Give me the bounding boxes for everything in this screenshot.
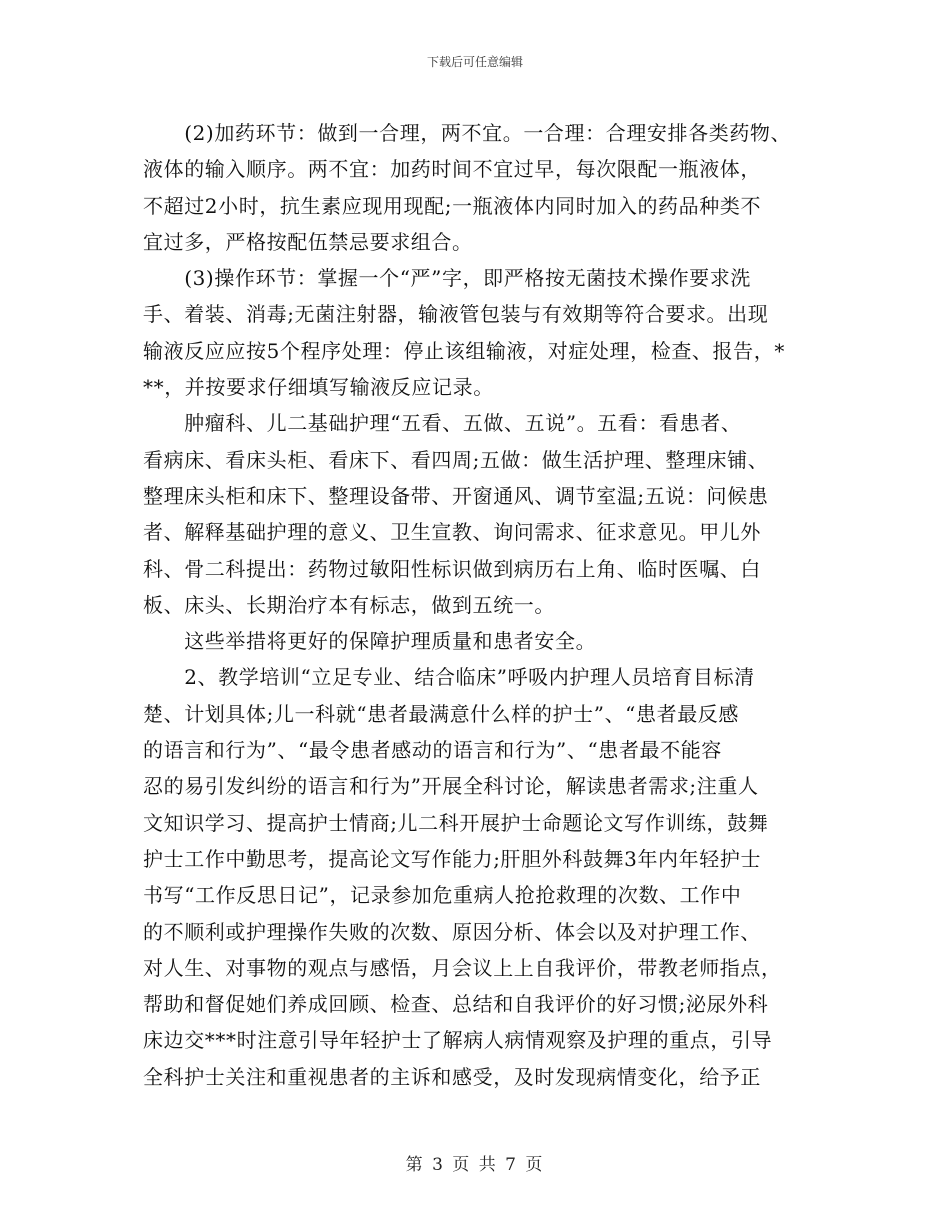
text-line: 床边交***时注意引导年轻护士了解病人病情观察及护理的重点，引导 xyxy=(143,1028,773,1053)
text-line: 全科护士关注和重视患者的主诉和感受，及时发现病情变化，给予正 xyxy=(143,1064,761,1089)
text-line: 的语言和行为”、“最令患者感动的语言和行为”、“患者最不能容 xyxy=(143,738,722,763)
text-line: 手、着装、消毒;无菌注射器，输液管包装与有效期等符合要求。出现 xyxy=(143,302,769,327)
text-line: 文知识学习、提高护士情商;儿二科开展护士命题论文写作训练，鼓舞 xyxy=(143,810,769,835)
text-line: (2)加药环节：做到一合理，两不宜。一合理：合理安排各类药物、 xyxy=(143,121,792,145)
text-line: 者、解释基础护理的意义、卫生宣教、询问需求、征求意见。甲儿外 xyxy=(143,520,761,545)
text-line: 帮助和督促她们养成回顾、检查、总结和自我评价的好习惯;泌尿外科 xyxy=(143,992,769,1017)
page-header: 下载后可任意编辑 xyxy=(426,55,523,69)
text-line: 宜过多，严格按配伍禁忌要求组合。 xyxy=(143,229,473,254)
text-line: 楚、计划具体;儿一科就“患者最满意什么样的护士”、“患者最反感 xyxy=(143,701,740,726)
text-line: 液体的输入顺序。两不宜：加药时间不宜过早，每次限配一瓶液体， xyxy=(143,157,761,182)
text-line: 对人生、对事物的观点与感悟，月会议上上自我评价，带教老师指点， xyxy=(143,955,782,980)
text-line: 板、床头、长期治疗本有标志，做到五统一。 xyxy=(143,592,555,617)
text-line: 这些举措将更好的保障护理质量和患者安全。 xyxy=(143,629,597,654)
page-footer: 第 3 页 共 7 页 xyxy=(405,1155,545,1175)
document-body xyxy=(143,115,807,1095)
text-line: 的不顺利或护理操作失败的次数、原因分析、体会以及对护理工作、 xyxy=(143,919,761,944)
text-line: 肿瘤科、儿二基础护理“五看、五做、五说”。五看：看患者、 xyxy=(143,411,742,436)
text-line: 看病床、看床头柜、看床下、看四周;五做：做生活护理、整理床铺、 xyxy=(143,447,769,472)
text-line: 整理床头柜和床下、整理设备带、开窗通风、调节室温;五说：问候患 xyxy=(143,483,769,508)
text-line: 科、骨二科提出：药物过敏阳性标识做到病历右上角、临时医嘱、白 xyxy=(143,556,761,581)
text-line: (3)操作环节：掌握一个“严”字，即严格按无菌技术操作要求洗 xyxy=(143,266,751,291)
text-line: 输液反应应按5个程序处理：停止该组输液，对症处理，检查、报告，* xyxy=(143,338,785,363)
text-line: 忍的易引发纠纷的语言和行为”开展全科讨论，解读患者需求;注重人 xyxy=(143,774,759,799)
text-line: 书写“工作反思日记”，记录参加危重病人抢抢救理的次数、工作中 xyxy=(143,883,742,908)
text-line: 不超过2小时，抗生素应现用现配;一瓶液体内同时加入的药品种类不 xyxy=(143,193,762,218)
text-line: 2、教学培训“立足专业、结合临床”呼吸内护理人员培育目标清 xyxy=(143,665,755,690)
text-line: **，并按要求仔细填写输液反应记录。 xyxy=(143,375,494,400)
text-line: 护士工作中勤思考，提高论文写作能力;肝胆外科鼓舞3年内年轻护士 xyxy=(143,846,762,871)
